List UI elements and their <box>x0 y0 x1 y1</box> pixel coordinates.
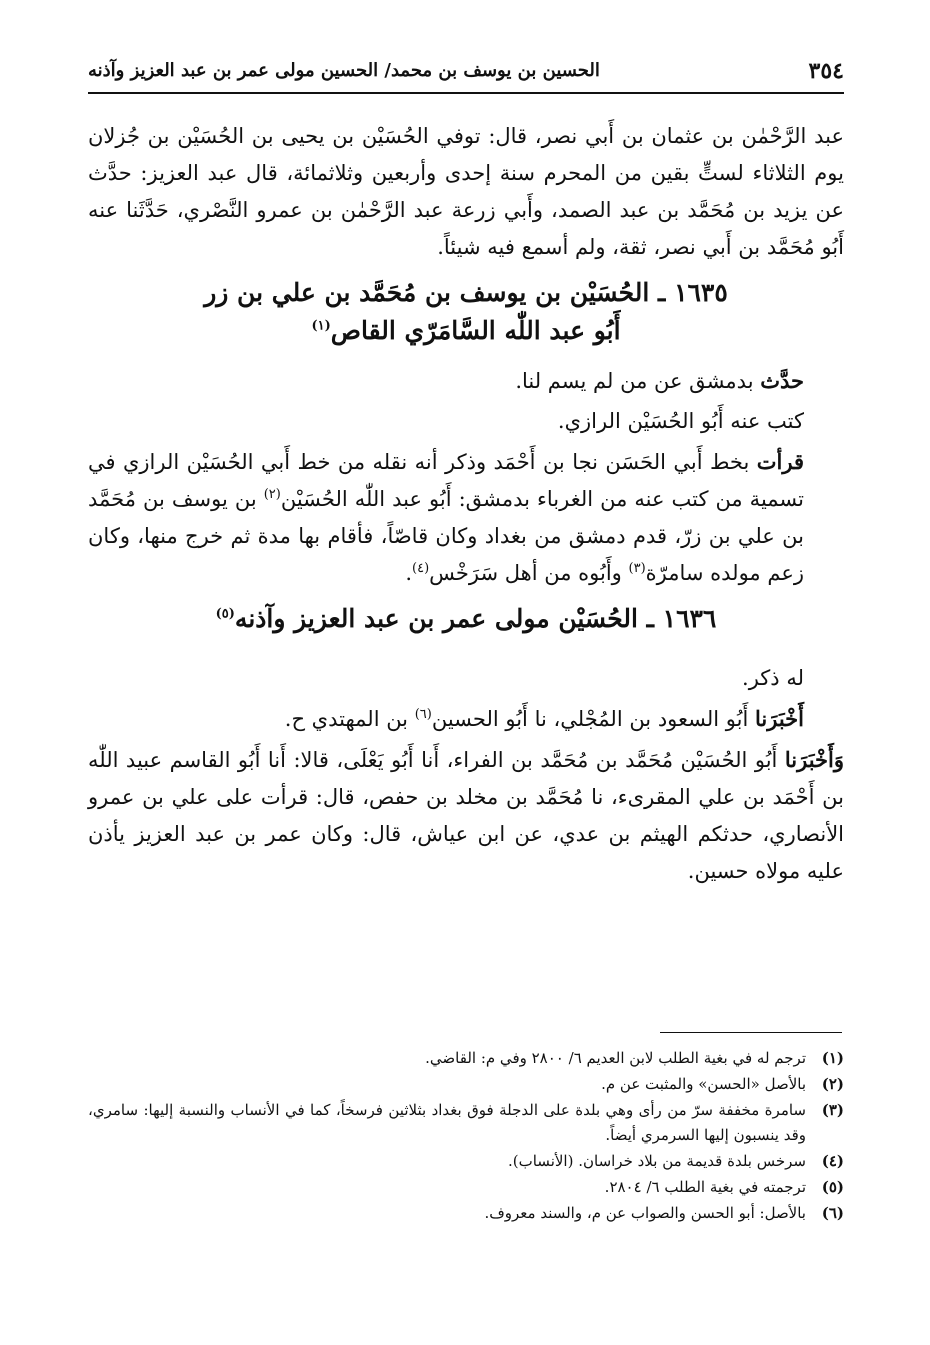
footnote-number: (٣) <box>821 1101 844 1119</box>
entry-1636-p2-text-b: بن المهتدي ح. <box>284 707 415 731</box>
footnote-ref-5: (٥) <box>215 606 235 622</box>
footnote-ref-1: (١) <box>311 318 331 334</box>
footnote-text: سامرة مخففة سرّ من رأى وهي بلدة على الدجلة فوق بغداد بثلاثين فرسخاً، كما في الأنساب والنسبة إليها: سامري، وقد ينسبون إليها السرمري أيضاً. <box>88 1101 806 1144</box>
footnote-text: ترجمته في بغية الطلب ٦/ ٢٨٠٤. <box>604 1178 806 1196</box>
entry-heading-1635-line2 <box>88 312 844 350</box>
footnote-item <box>88 1201 844 1226</box>
entry-heading-1636-text: ١٦٣٦ ـ الحُسَيْن مولى عمر بن عبد العزيز وآذنه <box>234 604 717 633</box>
footnote-text: ترجم له في بغية الطلب لابن العديم ٦/ ٢٨٠٠ وفي م: القاضي. <box>425 1049 806 1067</box>
entry-1635-p3-text-a: بخط أَبي الحَسَن نجا بن أَحْمَد وذكر أنه نقله من خط أَبي الحُسَيْن الرازي في تسمية من كتب عنه من الغرباء بدمشق: أَبُو عبد اللّٰه الحُسَيْن <box>88 450 805 511</box>
entry-1635-paragraph-1 <box>88 362 844 400</box>
footnote-text: سرخس بلدة قديمة من بلاد خراسان. (الأنساب). <box>508 1152 806 1170</box>
footnotes <box>88 1046 844 1227</box>
footnote-number: (٢) <box>821 1075 844 1093</box>
footnote-number: (٤) <box>821 1152 844 1170</box>
entry-heading-1636 <box>88 600 844 638</box>
entry-1635-p1-text: بدمشق عن من لم يسم لنا. <box>515 369 761 393</box>
lead-word-akhbarana: أَخْبَرَنا <box>755 706 804 731</box>
lead-word-haddath: حدَّث <box>760 368 804 393</box>
entry-1636-paragraph-1: له ذكر. <box>742 666 804 690</box>
footnote-ref-3: (٣) <box>628 561 646 576</box>
entry-1635-p3-text-b: بن يوسف بن مُحَمَّد بن علي بن زرّ، قدم دمشق من بغداد وكان قاصّاً، فأقام بها مدة ثم خرج منها، وكان زعم مولده سامرّة <box>88 487 804 585</box>
footnote-rule <box>660 1032 842 1033</box>
footnote-ref-6: (٦) <box>414 707 432 722</box>
intro-paragraph: عبد الرَّحْمٰن بن عثمان بن أَبي نصر، قال: توفي الحُسَيْن بن يحيى بن الحُسَيْن بن جُزلان يوم الثلاثاء لستٍّ بقين من المحرم سنة إحدى وأربعين وثلاثمائة، قال عبد العزيز: حدَّث عن يزيد بن مُحَمَّد بن عبد الصمد، وأَبي زرعة عبد الرَّحْمٰن بن عمرو النَّصْري، حَدَّثَنا عنه أَبُو مُحَمَّد بن أَبي نصر، ثقة، ولم أسمع فيه شيئاً. <box>88 124 844 259</box>
footnote-number: (٦) <box>821 1204 844 1222</box>
entry-1636-paragraph-2 <box>88 700 844 738</box>
entry-1635-paragraph-2: كتب عنه أَبُو الحُسَيْن الرازي. <box>557 409 804 433</box>
entry-heading-1635 <box>88 274 844 350</box>
footnote-number: (٥) <box>821 1178 844 1196</box>
entry-1636-paragraph-3 <box>88 741 844 890</box>
main-text <box>88 118 844 893</box>
footnote-item <box>88 1046 844 1071</box>
footnote-ref-4: (٤) <box>412 561 430 576</box>
footnote-text: بالأصل: أبو الحسن والصواب عن م، والسند معروف. <box>484 1204 806 1222</box>
running-title: الحسين بن يوسف بن محمد/ الحسين مولى عمر بن عبد العزيز وآذنه <box>88 60 600 81</box>
footnote-item <box>88 1149 844 1174</box>
footnote-item <box>88 1175 844 1200</box>
footnote-item <box>88 1098 844 1148</box>
entry-1636-p2-text-a: أَبُو السعود بن المُجْلي، نا أَبُو الحسين <box>431 707 756 731</box>
page-header <box>88 58 844 88</box>
header-rule <box>88 92 844 94</box>
footnote-ref-2: (٢) <box>263 487 281 502</box>
entry-1636-p3-text: أَبُو الحُسَيْن مُحَمَّد بن مُحَمَّد بن الفراء، أَنا أَبُو يَعْلَى، قالا: أَنا أَبُو القاسم عبيد اللّٰه بن أَحْمَد بن علي المقرىء، نا مُحَمَّد بن مخلد بن حفص، قال: قرأت على علي بن عمرو الأنصاري، حدثكم الهيثم بن عدي، عن ابن عياش، قال: وكان عمر بن عبد العزيز يأذن عليه مولاه حسين. <box>88 748 844 883</box>
entry-1635-p3-text-c: وأَبُوه من أهل سَرَخْس <box>429 561 629 585</box>
footnote-text: بالأصل «الحسن» والمثبت عن م. <box>601 1075 806 1093</box>
entry-1635-p3-text-d: . <box>405 561 412 585</box>
entry-heading-1635-line2-text: أَبُو عبد اللّٰه السَّامَرّي القاص <box>330 316 621 345</box>
page-number: ٣٥٤ <box>808 58 844 84</box>
footnote-item <box>88 1072 844 1097</box>
lead-word-qara-tu: قرأت <box>756 449 804 474</box>
entry-heading-1635-line1: ١٦٣٥ ـ الحُسَيْن بن يوسف بن مُحَمَّد بن علي بن زر <box>204 278 728 307</box>
footnote-number: (١) <box>821 1049 844 1067</box>
entry-1635-paragraph-3 <box>88 443 844 592</box>
lead-word-wa-akhbarana: وَأَخْبَرَنا <box>784 747 844 772</box>
